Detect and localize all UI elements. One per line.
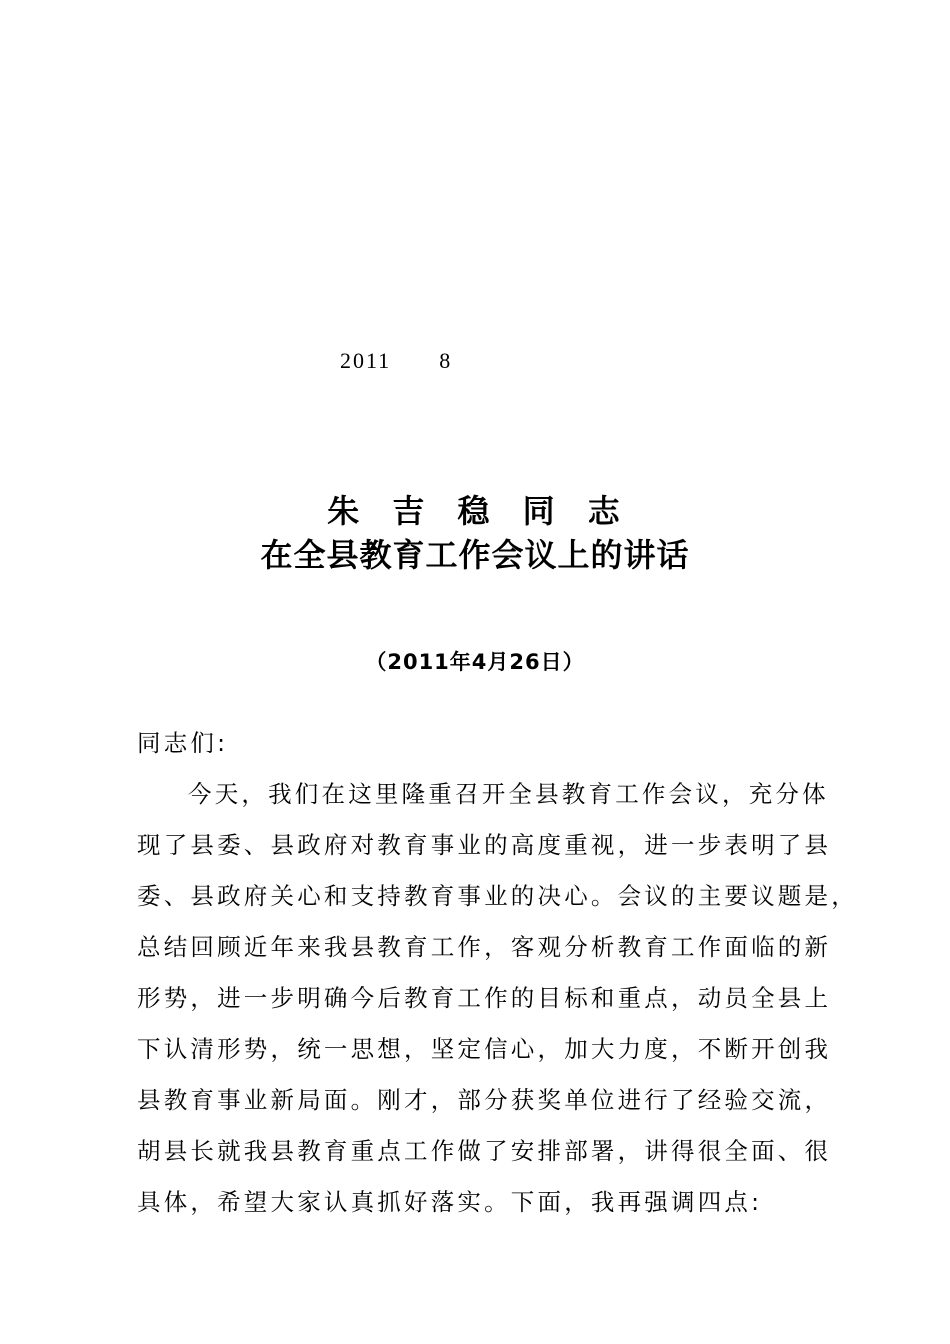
- paragraph-line: 县教育事业新局面。刚才，部分获奖单位进行了经验交流，: [137, 1086, 832, 1114]
- meta-month: 8: [439, 348, 453, 373]
- paragraph-line: 形势，进一步明确今后教育工作的目标和重点，动员全县上: [137, 984, 832, 1012]
- paragraph-line: 下认清形势，统一思想，坚定信心，加大力度，不断开创我: [137, 1035, 832, 1063]
- paragraph-line: 胡县长就我县教育重点工作做了安排部署，讲得很全面、很: [137, 1137, 832, 1165]
- salutation: 同志们:: [137, 729, 229, 757]
- speech-body: [137, 718, 858, 1228]
- speech-title: 在全县教育工作会议上的讲话: [260, 536, 690, 574]
- paragraph-line: 今天，我们在这里隆重召开全县教育工作会议，充分体: [188, 780, 829, 808]
- paragraph-line: 总结回顾近年来我县教育工作，客观分析教育工作面临的新: [137, 933, 832, 961]
- speaker-title: 朱 吉 稳 同 志: [327, 492, 631, 530]
- meta-year: 2011: [340, 348, 392, 373]
- opening-paragraph: [137, 769, 858, 1228]
- paragraph-line: 委、县政府关心和支持教育事业的决心。会议的主要议题是，: [137, 882, 858, 910]
- paragraph-line: 具体，希望大家认真抓好落实。下面，我再强调四点:: [137, 1188, 763, 1216]
- title-block: [0, 490, 950, 578]
- paragraph-line: 现了县委、县政府对教育事业的高度重视，进一步表明了县: [137, 831, 832, 859]
- document-meta-line: [340, 348, 452, 374]
- speech-date: （2011年4月26日）: [365, 650, 585, 674]
